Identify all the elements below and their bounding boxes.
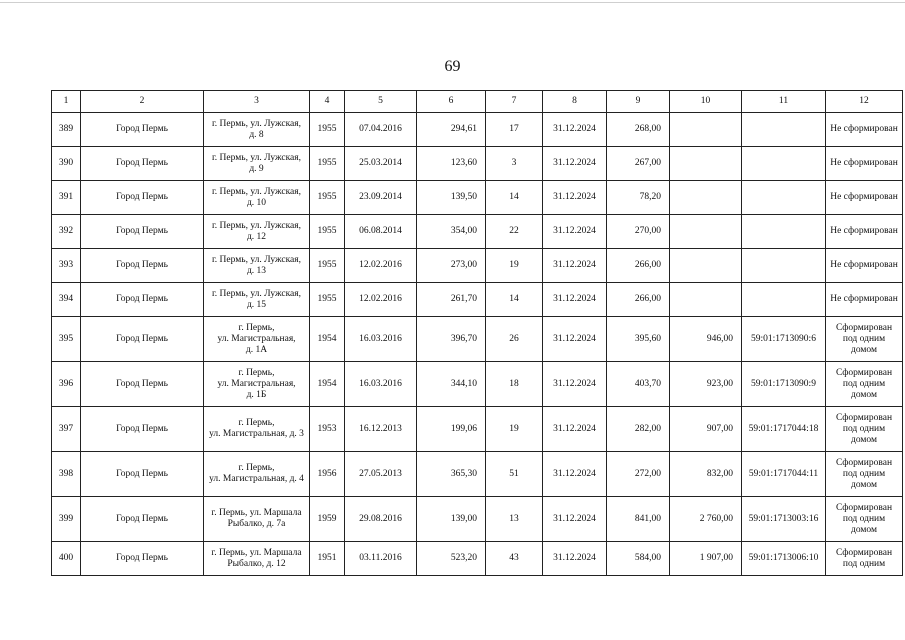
cadastral-number-cell [742, 283, 826, 317]
date-cell: 12.02.2016 [345, 283, 417, 317]
residents-cell: 19 [486, 407, 543, 452]
row-number-cell: 399 [52, 497, 81, 542]
row-number-cell: 391 [52, 181, 81, 215]
cadastral-number-cell: 59:01:1713006:10 [742, 542, 826, 576]
deadline-cell: 31.12.2024 [543, 407, 607, 452]
land-area-cell: 946,00 [670, 317, 742, 362]
date-cell: 16.12.2013 [345, 407, 417, 452]
deadline-cell: 31.12.2024 [543, 283, 607, 317]
header-cell: 4 [310, 91, 345, 113]
residents-cell: 18 [486, 362, 543, 407]
deadline-cell: 31.12.2024 [543, 113, 607, 147]
municipality-cell: Город Пермь [81, 283, 204, 317]
address-cell: г. Пермь, ул. Магистральная, д. 1Б [204, 362, 310, 407]
header-cell: 9 [607, 91, 670, 113]
date-cell: 16.03.2016 [345, 317, 417, 362]
residents-cell: 13 [486, 497, 543, 542]
residents-cell: 14 [486, 283, 543, 317]
header-cell: 5 [345, 91, 417, 113]
status-cell: Не сформирован [826, 113, 903, 147]
municipality-cell: Город Пермь [81, 542, 204, 576]
address-cell: г. Пермь, ул. Маршала Рыбалко, д. 7а [204, 497, 310, 542]
table-row [52, 283, 903, 317]
cadastral-number-cell: 59:01:1713090:6 [742, 317, 826, 362]
value-cell: 267,00 [607, 147, 670, 181]
land-area-cell [670, 181, 742, 215]
value-cell: 841,00 [607, 497, 670, 542]
row-number-cell: 395 [52, 317, 81, 362]
row-number-cell: 397 [52, 407, 81, 452]
area-cell: 396,70 [417, 317, 486, 362]
year-built-cell: 1959 [310, 497, 345, 542]
status-cell: Сформирован под одним домом [826, 497, 903, 542]
value-cell: 270,00 [607, 215, 670, 249]
table-row [52, 113, 903, 147]
land-area-cell [670, 113, 742, 147]
table-row [52, 249, 903, 283]
header-cell: 2 [81, 91, 204, 113]
residents-cell: 17 [486, 113, 543, 147]
land-area-cell [670, 283, 742, 317]
row-number-cell: 398 [52, 452, 81, 497]
cadastral-number-cell: 59:01:1713003:16 [742, 497, 826, 542]
address-cell: г. Пермь, ул. Маршала Рыбалко, д. 12 [204, 542, 310, 576]
land-area-cell [670, 147, 742, 181]
status-cell: Не сформирован [826, 215, 903, 249]
header-cell: 12 [826, 91, 903, 113]
municipality-cell: Город Пермь [81, 181, 204, 215]
page-number: 69 [444, 58, 461, 75]
cadastral-number-cell: 59:01:1717044:18 [742, 407, 826, 452]
cadastral-number-cell [742, 249, 826, 283]
land-area-cell [670, 215, 742, 249]
cadastral-number-cell: 59:01:1717044:11 [742, 452, 826, 497]
status-cell: Не сформирован [826, 147, 903, 181]
municipality-cell: Город Пермь [81, 497, 204, 542]
land-area-cell: 907,00 [670, 407, 742, 452]
year-built-cell: 1955 [310, 283, 345, 317]
status-cell: Не сформирован [826, 181, 903, 215]
area-cell: 273,00 [417, 249, 486, 283]
municipality-cell: Город Пермь [81, 452, 204, 497]
address-cell: г. Пермь, ул. Лужская, д. 13 [204, 249, 310, 283]
land-area-cell: 923,00 [670, 362, 742, 407]
deadline-cell: 31.12.2024 [543, 452, 607, 497]
year-built-cell: 1955 [310, 113, 345, 147]
area-cell: 523,20 [417, 542, 486, 576]
date-cell: 29.08.2016 [345, 497, 417, 542]
area-cell: 365,30 [417, 452, 486, 497]
value-cell: 266,00 [607, 283, 670, 317]
value-cell: 584,00 [607, 542, 670, 576]
row-number-cell: 396 [52, 362, 81, 407]
municipality-cell: Город Пермь [81, 147, 204, 181]
status-cell: Сформирован под одним домом [826, 317, 903, 362]
cadastral-number-cell [742, 181, 826, 215]
area-cell: 199,06 [417, 407, 486, 452]
row-number-cell: 392 [52, 215, 81, 249]
value-cell: 266,00 [607, 249, 670, 283]
deadline-cell: 31.12.2024 [543, 249, 607, 283]
value-cell: 78,20 [607, 181, 670, 215]
deadline-cell: 31.12.2024 [543, 215, 607, 249]
address-cell: г. Пермь, ул. Лужская, д. 12 [204, 215, 310, 249]
status-cell: Сформирован под одним домом [826, 407, 903, 452]
year-built-cell: 1954 [310, 317, 345, 362]
residents-cell: 19 [486, 249, 543, 283]
date-cell: 06.08.2014 [345, 215, 417, 249]
status-cell: Сформирован под одним домом [826, 452, 903, 497]
cadastral-number-cell [742, 147, 826, 181]
row-number-cell: 393 [52, 249, 81, 283]
date-cell: 23.09.2014 [345, 181, 417, 215]
cadastral-number-cell: 59:01:1713090:9 [742, 362, 826, 407]
table-row [52, 181, 903, 215]
area-cell: 139,00 [417, 497, 486, 542]
date-cell: 27.05.2013 [345, 452, 417, 497]
deadline-cell: 31.12.2024 [543, 497, 607, 542]
header-cell: 6 [417, 91, 486, 113]
address-cell: г. Пермь, ул. Магистральная, д. 1А [204, 317, 310, 362]
deadline-cell: 31.12.2024 [543, 362, 607, 407]
year-built-cell: 1955 [310, 215, 345, 249]
year-built-cell: 1955 [310, 249, 345, 283]
address-cell: г. Пермь, ул. Магистральная, д. 3 [204, 407, 310, 452]
area-cell: 354,00 [417, 215, 486, 249]
year-built-cell: 1956 [310, 452, 345, 497]
address-cell: г. Пермь, ул. Лужская, д. 10 [204, 181, 310, 215]
area-cell: 344,10 [417, 362, 486, 407]
cadastral-number-cell [742, 113, 826, 147]
header-cell: 11 [742, 91, 826, 113]
residents-cell: 14 [486, 181, 543, 215]
residents-cell: 3 [486, 147, 543, 181]
table-row [52, 497, 903, 542]
year-built-cell: 1954 [310, 362, 345, 407]
address-cell: г. Пермь, ул. Лужская, д. 15 [204, 283, 310, 317]
table-row [52, 147, 903, 181]
status-cell: Не сформирован [826, 249, 903, 283]
date-cell: 25.03.2014 [345, 147, 417, 181]
land-area-cell: 832,00 [670, 452, 742, 497]
table-row [52, 542, 903, 576]
year-built-cell: 1955 [310, 181, 345, 215]
deadline-cell: 31.12.2024 [543, 317, 607, 362]
year-built-cell: 1955 [310, 147, 345, 181]
row-number-cell: 389 [52, 113, 81, 147]
area-cell: 123,60 [417, 147, 486, 181]
header-cell: 7 [486, 91, 543, 113]
status-cell: Не сформирован [826, 283, 903, 317]
municipality-cell: Город Пермь [81, 317, 204, 362]
municipality-cell: Город Пермь [81, 113, 204, 147]
date-cell: 03.11.2016 [345, 542, 417, 576]
table-row [52, 452, 903, 497]
land-area-cell: 1 907,00 [670, 542, 742, 576]
municipality-cell: Город Пермь [81, 407, 204, 452]
municipality-cell: Город Пермь [81, 249, 204, 283]
residents-cell: 43 [486, 542, 543, 576]
date-cell: 12.02.2016 [345, 249, 417, 283]
value-cell: 403,70 [607, 362, 670, 407]
table-row [52, 407, 903, 452]
value-cell: 395,60 [607, 317, 670, 362]
date-cell: 16.03.2016 [345, 362, 417, 407]
status-cell: Сформирован под одним домом [826, 362, 903, 407]
table-header-row [52, 91, 903, 113]
residents-cell: 51 [486, 452, 543, 497]
row-number-cell: 390 [52, 147, 81, 181]
land-area-cell: 2 760,00 [670, 497, 742, 542]
registry-table [51, 90, 903, 576]
header-cell: 8 [543, 91, 607, 113]
municipality-cell: Город Пермь [81, 215, 204, 249]
table-row [52, 215, 903, 249]
date-cell: 07.04.2016 [345, 113, 417, 147]
header-cell: 3 [204, 91, 310, 113]
land-area-cell [670, 249, 742, 283]
year-built-cell: 1951 [310, 542, 345, 576]
address-cell: г. Пермь, ул. Магистральная, д. 4 [204, 452, 310, 497]
value-cell: 282,00 [607, 407, 670, 452]
header-cell: 10 [670, 91, 742, 113]
municipality-cell: Город Пермь [81, 362, 204, 407]
status-cell: Сформирован под одним [826, 542, 903, 576]
area-cell: 294,61 [417, 113, 486, 147]
value-cell: 272,00 [607, 452, 670, 497]
row-number-cell: 394 [52, 283, 81, 317]
residents-cell: 26 [486, 317, 543, 362]
scan-border [0, 2, 905, 3]
table-row [52, 362, 903, 407]
deadline-cell: 31.12.2024 [543, 181, 607, 215]
row-number-cell: 400 [52, 542, 81, 576]
year-built-cell: 1953 [310, 407, 345, 452]
residents-cell: 22 [486, 215, 543, 249]
address-cell: г. Пермь, ул. Лужская, д. 8 [204, 113, 310, 147]
area-cell: 261,70 [417, 283, 486, 317]
area-cell: 139,50 [417, 181, 486, 215]
value-cell: 268,00 [607, 113, 670, 147]
address-cell: г. Пермь, ул. Лужская, д. 9 [204, 147, 310, 181]
header-cell: 1 [52, 91, 81, 113]
table-row [52, 317, 903, 362]
deadline-cell: 31.12.2024 [543, 147, 607, 181]
cadastral-number-cell [742, 215, 826, 249]
deadline-cell: 31.12.2024 [543, 542, 607, 576]
